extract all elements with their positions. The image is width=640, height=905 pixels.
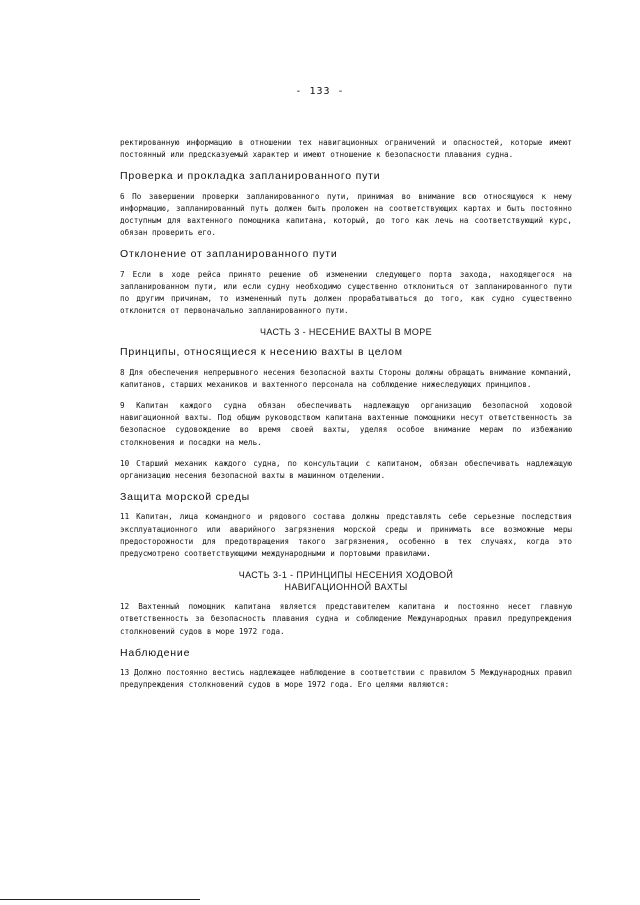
part-heading: ЧАСТЬ 3-1 - ПРИНЦИПЫ НЕСЕНИЯ ХОДОВОЙ НАВИГАЦИОННОЙ ВАХТЫ [238, 570, 454, 593]
section-heading: Проверка и прокладка запланированного пути [120, 170, 381, 183]
paragraph: 7 Если в ходе рейса принято решение об изменении следующего порта захода, находящегося на запланированном пути, или если судну необходимо существенно отклониться от запланированного пути по другим причинам, то измененный путь должен прорабатываться до того, как судно существенно отклонится от первоначально запланированного пути. [120, 269, 572, 316]
page-number: - 133 - [295, 86, 345, 97]
section-heading: Принципы, относящиеся к несению вахты в целом [120, 346, 403, 359]
paragraph: 13 Должно постоянно вестись надлежащее наблюдение в соответствии с правилом 5 Международных правил предупреждения столкновений судов в море 1972 года. Его целями являются: [120, 668, 572, 690]
paragraph: 9 Капитан каждого судна обязан обеспечивать надлежащую организацию безопасной ходовой навигационной вахты. Под общим руководством капитана вахтенные помощники несут ответственность за безопасное судовождение во время своей вахты, уделяя особое внимание мерам по избежанию столкновения и посадки на мель. [120, 401, 572, 447]
footnote-rule [0, 899, 200, 900]
document-body [120, 137, 572, 701]
paragraph: 10 Старший механик каждого судна, по консультации с капитаном, обязан обеспечивать надлежащую организацию несения безопасной вахты в машинном отделении. [120, 458, 572, 481]
section-heading: Отклонение от запланированного пути [120, 248, 338, 261]
section-heading: Защита морской среды [120, 491, 250, 504]
section-heading: Наблюдение [120, 646, 191, 659]
paragraph: 8 Для обеспечения непрерывного несения безопасной вахты Стороны должны обращать внимание компаний, капитанов, старших механиков и вахтенного персонала на соблюдение нижеследующих принципов. [120, 367, 572, 389]
paragraph: 11 Капитан, лица командного и рядового состава должны представлять себе серьезные последствия эксплуатационного или аварийного загрязнения морской среды и принимать все возможные меры предосторожности для предотвращения такого загрязнения, особенно в тех случаях, когда это предусмотрено соответствующими международными и портовыми правилами. [120, 512, 572, 559]
part-heading: ЧАСТЬ 3 - НЕСЕНИЕ ВАХТЫ В МОРЕ [259, 327, 433, 338]
paragraph: 12 Вахтенный помощник капитана является представителем капитана и постоянно несет главную ответственность за безопасность плавания судна и соблюдение Международных правил предупреждения столкновений судов в море 1972 года. [120, 602, 572, 636]
paragraph: ректированную информацию в отношении тех навигационных ограничений и опасностей, которые имеют постоянный или предсказуемый характер и имеют отношение к безопасности плавания судна. [120, 138, 572, 160]
paragraph: 6 По завершении проверки запланированного пути, принимая во внимание всю относящуюся к нему информацию, запланированный путь должен быть проложен на соответствующих картах и быть постоянно доступным для вахтенного помощника капитана, который, до того как лечь на соответствующий курс, обязан проверить его. [120, 191, 572, 238]
